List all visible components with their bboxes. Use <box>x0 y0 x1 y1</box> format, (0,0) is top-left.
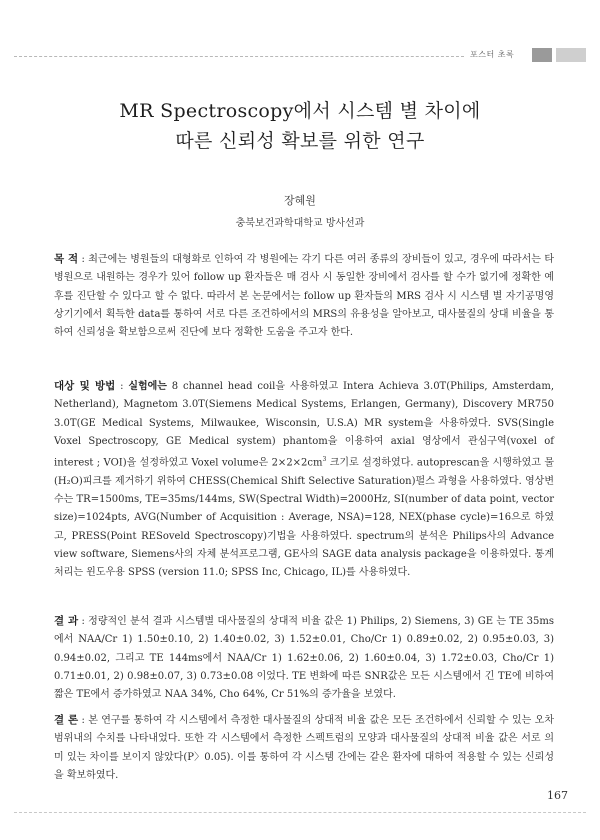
footer-rule <box>14 812 586 813</box>
header-decoration-dark <box>532 48 552 62</box>
section-text-conclusion: 본 연구를 통하여 각 시스템에서 측정한 대사물질의 상대적 비율 값은 모든 조건하에서 신뢰할 수 있는 오차범위내의 수치를 나타내었다. 또한 각 시스템에서 측정한 스펙트럼의 모양과 대사물질의 상대적 비율 값은 서로 의미 있는 차이를 보이지 않았다(P〉0.05). 이를 통하여 각 시스템 간에는 같은 환자에 대하여 적용할 수 있는 신뢰성을 확보하였다. <box>54 715 554 781</box>
section-text-results: 정량적인 분석 결과 시스템별 대사물질의 상대적 비율 값은 1) Philips, 2) Siemens, 3) GE 는 TE 35ms에서 NAA/Cr 1) 1.50±0.10, 2) 1.40±0.02, 3) 1.52±0.01, Cho/Cr 1) 0.89±0.02, 2) 0.95±0.03, 3) 0.94±0.02, 그리고 TE 144ms에서 NAA/Cr 1) 1.62±0.06, 2) 1.60±0.04, 3) 1.72±0.03, Cho/Cr 1) 0.71±0.01, 2) 0.98±0.07, 3) 0.73±0.08 이었다. TE 변화에 따른 SNR값은 모든 시스템에서 긴 TE에 비하여 짧은 TE에서 증가하였고 NAA 34%, Cho 64%, Cr 51%의 증가율을 보였다. <box>54 616 554 701</box>
section-methods <box>54 377 554 583</box>
section-label-methods: 대상 및 방법 <box>54 380 116 392</box>
page-number: 167 <box>547 789 568 802</box>
section-text-methods-1: 8 channel head coil을 사용하였고 Intera Achieva 3.0T(Philips, Amsterdam, Netherland), Magnetom 3.0T(Siemens Medical Systems, Erlangen, Germany), Discovery MR750 3.0T(GE Medical Systems, Milwaukee, Wisconsin, U.S.A) MR system을 사용하였다. SVS(Single Voxel Spectroscopy, GE Medical system) phantom을 이용하여 axial 영상에서 관심구역(voxel of interest ; VOI)을 설정하였고 Voxel volume은 2×2×2cm <box>54 381 554 469</box>
label-colon: : <box>78 616 89 627</box>
section-header-label: 포스터 초록 <box>470 50 515 59</box>
section-conclusion <box>54 711 554 785</box>
label-colon: : <box>115 381 129 392</box>
header-decoration-light <box>556 48 586 62</box>
section-results <box>54 612 554 704</box>
label-colon: : <box>78 715 89 726</box>
title-line-1: MR Spectroscopy에서 시스템 별 차이에 <box>119 100 481 122</box>
author-name: 장혜원 <box>284 194 316 207</box>
methods-sub-label: 실험에는 <box>128 381 167 392</box>
title-line-2: 따른 신뢰성 확보를 위한 연구 <box>175 130 425 152</box>
section-label-purpose: 목 적 <box>54 253 79 265</box>
header-rule <box>14 56 464 57</box>
section-label-results: 결 과 <box>54 615 79 627</box>
section-purpose <box>54 250 554 342</box>
label-colon: : <box>78 254 89 265</box>
paper-title <box>40 96 560 156</box>
superscript-cube: 3 <box>322 456 327 464</box>
author-affiliation: 충북보건과학대학교 방사선과 <box>235 218 365 229</box>
section-label-conclusion: 결 론 <box>54 714 79 726</box>
section-text-methods-2: 크기로 설정하였다. autoprescan을 시행하였고 물(H₂O)피크를 제거하기 위하여 CHESS(Chemical Shift Selective Saturation)펄스 과형을 사용하였다. 영상변수는 TR=1500ms, TE=35ms/144ms, SW(Spectral Width)=2000Hz, SI(number of data point, vector size)=1024pts, AVG(Number of Acquisition : Average, NSA)=128, NEX(phase cycle)=16으로 하였고, PRESS(Point RESoveld Spectroscopy)기법을 사용하였다. spectrum의 분석은 Philips사의 Advance view software, Siemens사의 자체 분석프로그램, GE사의 SAGE data analysis package을 이용하였다. 통계처리는 윈도우용 SPSS (version 11.0; SPSS Inc, Chicago, IL)를 사용하였다. <box>54 457 554 579</box>
section-text-purpose: 최근에는 병원들의 대형화로 인하여 각 병원에는 각기 다른 여러 종류의 장비들이 있고, 경우에 따라서는 타 병원으로 내원하는 경우가 있어 follow up 환자들은 매 검사 시 동일한 장비에서 검사를 할 수가 없기에 정확한 예후를 진단할 수 있다고 할 수 없다. 따라서 본 논문에서는 follow up 환자들의 MRS 검사 시 시스템 별 자기공명영상기기에서 획득한 data를 통하여 서로 다른 조건하에서의 MRS의 유용성을 알아보고, 대사물질의 상대 비율을 통하여 신뢰성을 확보함으로써 진단에 보다 정확한 도움을 주고자 한다. <box>54 254 554 339</box>
